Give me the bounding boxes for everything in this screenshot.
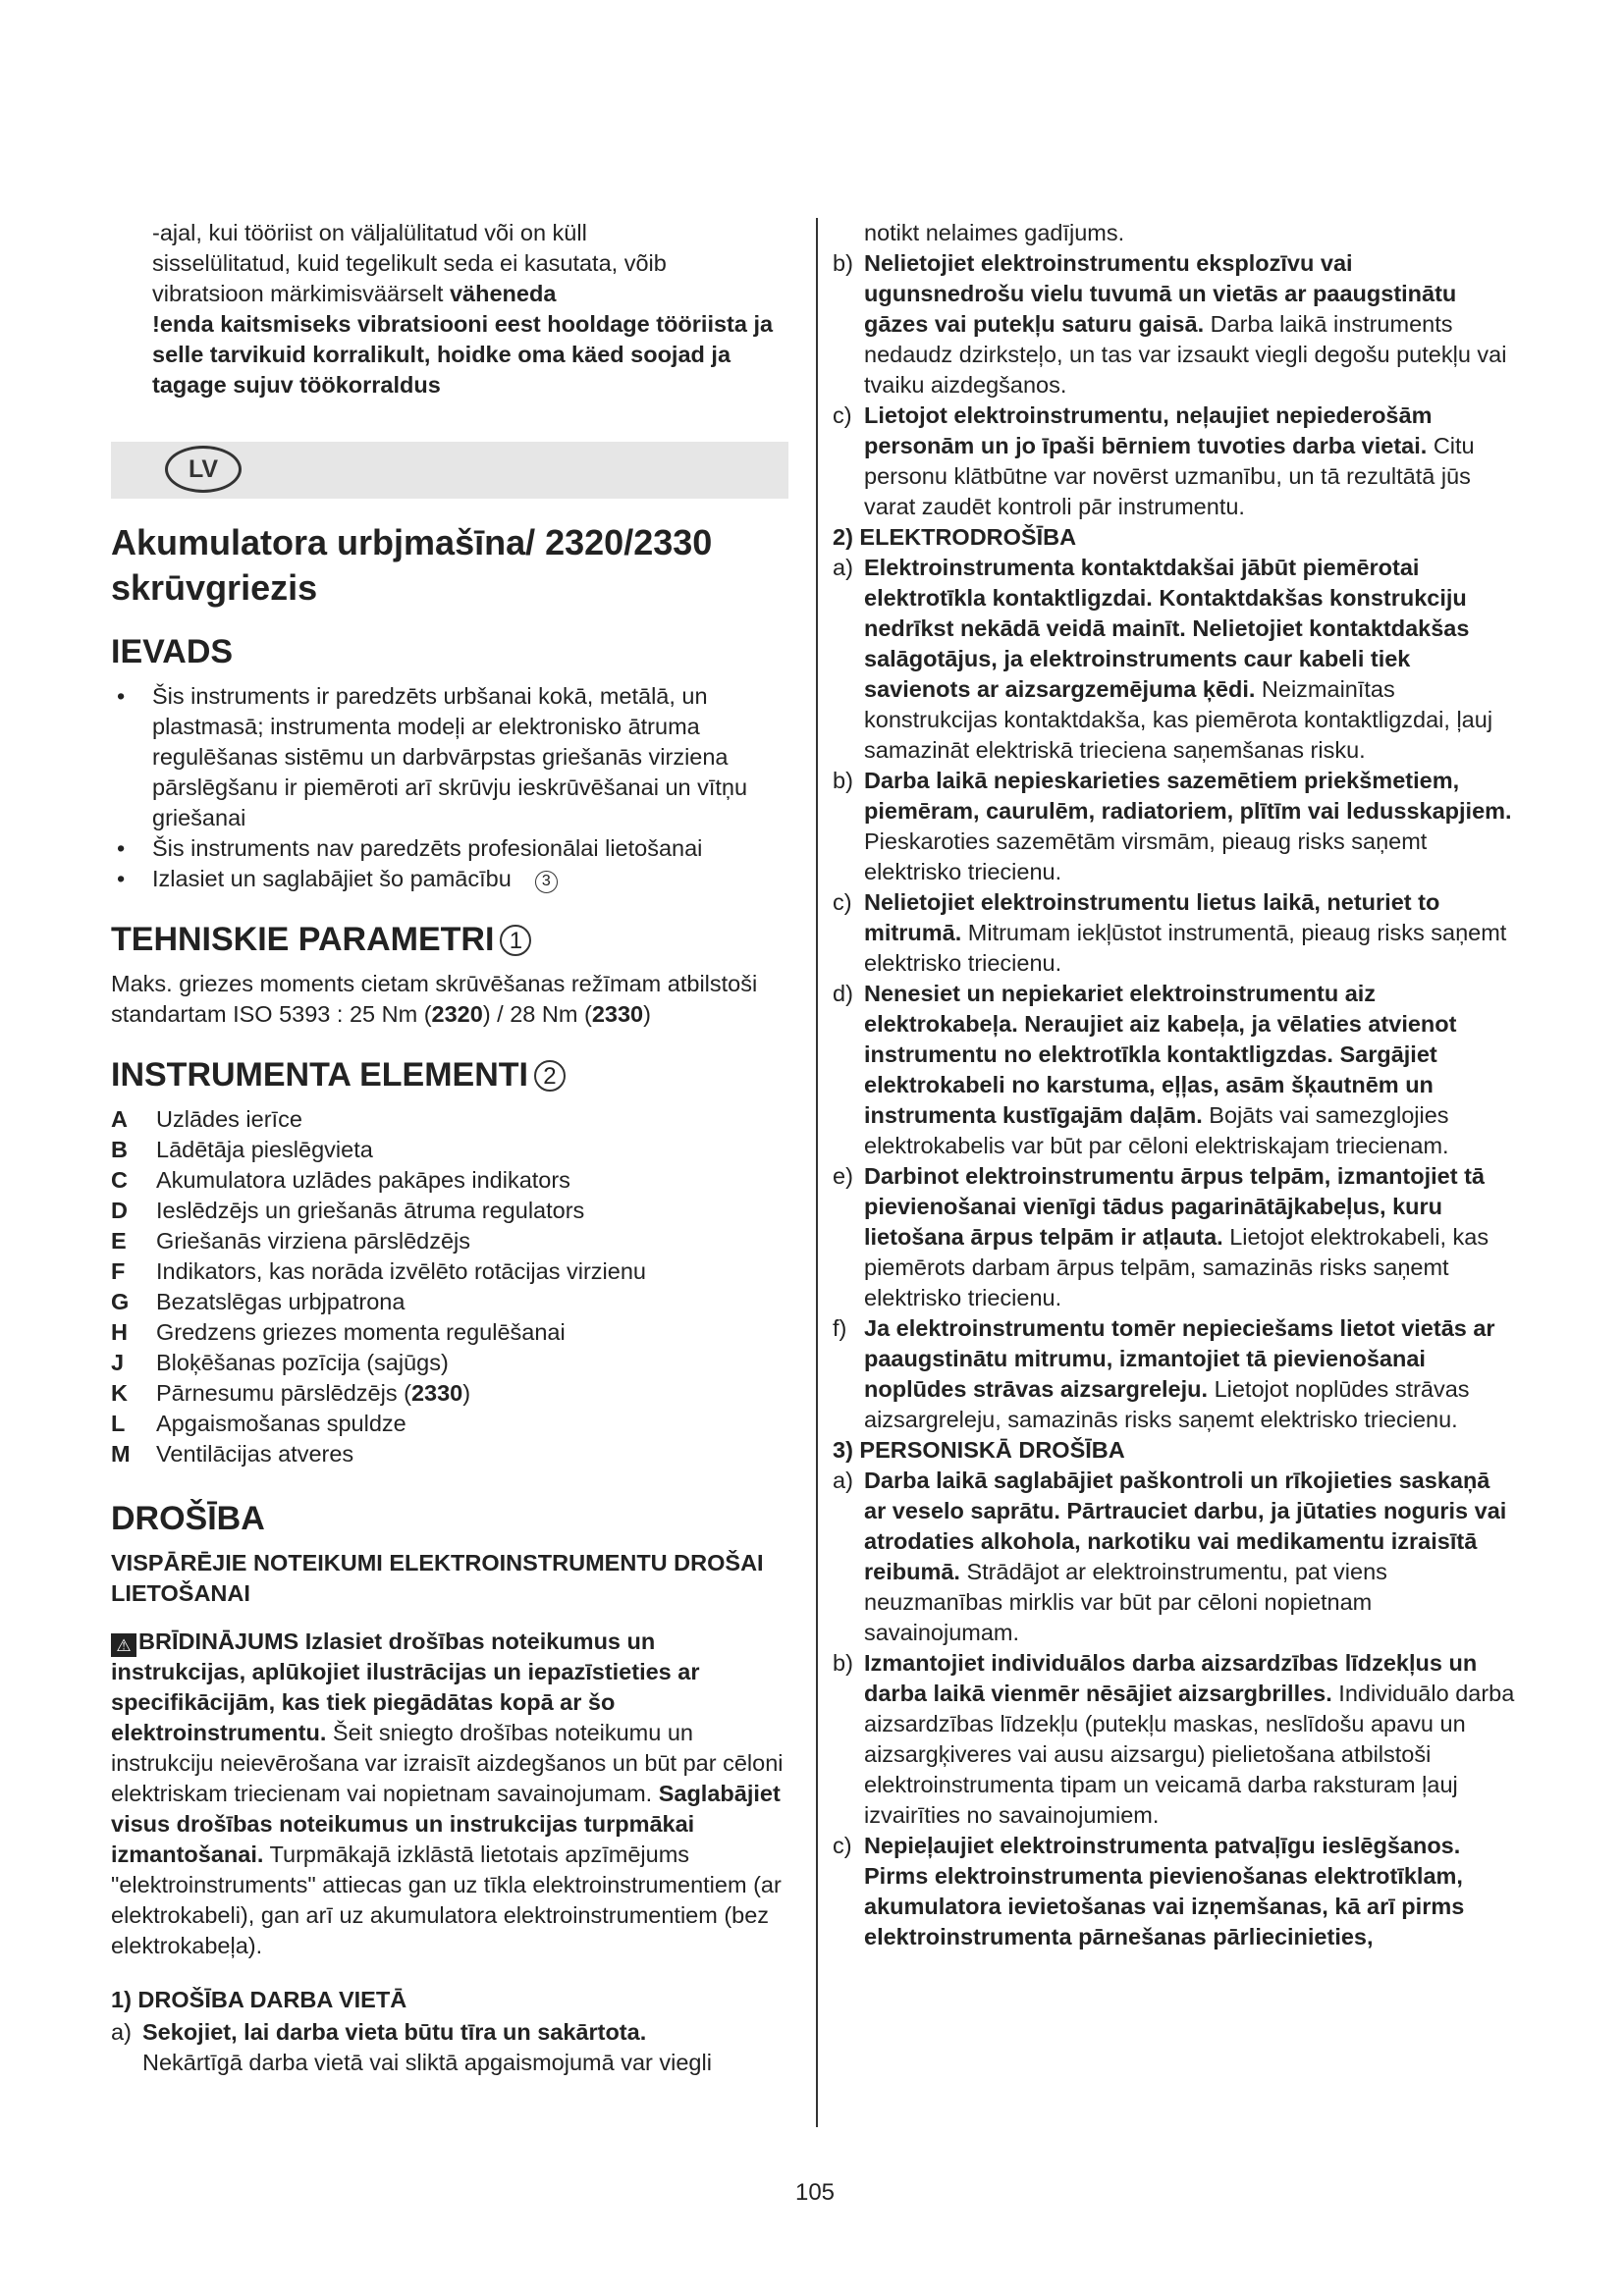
list-item: b) Nelietojiet elektroinstrumentu eksplozīvu vai ugunsnedrošu vielu tuvumā un vietās ar paaugstinātu gāzes vai putekļu saturu gaisā. Darba laikā instruments nedaudz dzirksteļo, un tas var izsaukt viegli degošu putekļu vai tvaiku aizdegšanos. <box>833 250 1507 398</box>
list-item: C Akumulatora uzlādes pakāpes indikators <box>111 1167 570 1193</box>
left-column <box>111 218 788 2078</box>
list-item: c) Lietojot elektroinstrumentu, neļaujiet nepiederošām personām un jo īpaši bērniem tuvoties darba vietai. Citu personu klātbūtne var novērst uzmanību, un tā rezultātā jūs varat zaudēt kontroli pār instrumentu. <box>833 402 1475 519</box>
figure-ref-icon: 3 <box>535 871 558 893</box>
list-item: G Bezatslēgas urbjpatrona <box>111 1289 406 1314</box>
warning-icon: ⚠ <box>111 1633 136 1657</box>
list-item: M Ventilācijas atveres <box>111 1441 354 1467</box>
language-badge: LV <box>165 446 242 493</box>
list-item: E Griešanās virziena pārslēdzējs <box>111 1228 471 1254</box>
list-item: K Pārnesumu pārslēdzējs (2330) <box>111 1380 471 1406</box>
list-item: B Lādētāja pieslēgvieta <box>111 1137 373 1162</box>
list-item: F Indikators, kas norāda izvēlēto rotācijas virzienu <box>111 1258 646 1284</box>
list-item: e) Darbinot elektroinstrumentu ārpus telpām, izmantojiet tā pievienošanai vienīgi tādus pagarinātājkabeļus, kuru lietošana ārpus telpām ir atļauta. Lietojot elektrokabeli, kas piemērots darbam ārpus telpām, samazinās risks saņemt elektrisko triecienu. <box>833 1163 1489 1310</box>
electric-safety-heading: 2) ELEKTRODROŠĪBA <box>833 524 1077 550</box>
elements-list <box>111 1104 788 1469</box>
list-item: b) Izmantojiet individuālos darba aizsardzības līdzekļus un darba laikā vienmēr nēsājiet aizsargbrilles. Individuālo darba aizsardzības līdzekļu (putekļu maskas, neslīdošu apavu un aizsargķiveres vai ausu aizsargu) pielietošana atbilstoši elektroinstrumenta tipam un veicamā darba raksturam ļauj izvairīties no savainojumiem. <box>833 1650 1515 1828</box>
page-number: 105 <box>794 2179 836 2206</box>
list-item: a) Sekojiet, lai darba vieta būtu tīra un sakārtota. Nekārtīgā darba vietā vai sliktā apgaismojumā var viegli <box>111 2019 712 2075</box>
list-item: c) Nelietojiet elektroinstrumentu lietus laikā, neturiet to mitrumā. Mitrumam iekļūstot instrumentā, pieaug risks saņemt elektrisko triecienu. <box>833 889 1507 976</box>
tech-text: Maks. griezes moments cietam skrūvēšanas režīmam atbilstoši standartam ISO 5393 : 25 Nm (2320) / 28 Nm (2330) <box>111 971 758 1027</box>
list-item: • Šis instruments nav paredzēts profesionālai lietošanai <box>117 835 703 861</box>
list-item: a) Darba laikā saglabājiet paškontroli un rīkojieties saskaņā ar veselo saprātu. Pārtrauciet darbu, ja jūtaties noguris vai atrodaties alkohola, narkotiku vai medikamentu izraisītā reibumā. Strādājot ar elektroinstrumentu, pat viens neuzmanības mirklis var būt par cēloni nopietnam savainojumam. <box>833 1468 1507 1645</box>
intro-list <box>111 681 788 894</box>
list-item: J Bloķēšanas pozīcija (sajūgs) <box>111 1350 449 1375</box>
language-band <box>111 442 788 499</box>
list-item: L Apgaismošanas spuldze <box>111 1411 406 1436</box>
list-item: f) Ja elektroinstrumentu tomēr nepieciešams lietot vietās ar paaugstinātu mitrumu, izmantojiet tā pievienošanai noplūdes strāvas aizsargreleju. Lietojot noplūdes strāvas aizsargreleju, samazinās risks saņemt elektrisko triecienu. <box>833 1315 1495 1432</box>
figure-ref-icon: 2 <box>534 1060 566 1092</box>
personal-safety-heading: 3) PERSONISKĀ DROŠĪBA <box>833 1437 1125 1463</box>
warning-paragraph: ⚠ BRĪDINĀJUMS Izlasiet drošības noteikumus un instrukcijas, aplūkojiet ilustrācijas un iepazīstieties ar specifikācijām, kas tiek piegādātas kopā ar šo elektroinstrumentu. Šeit sniegto drošības noteikumu un instrukciju neievērošana var izraisīt aizdegšanos un būt par cēloni elektriskam triecienam vai nopietnam savainojumam. Saglabājiet visus drošības noteikumus un instrukcijas turpmākai izmantošanai. Turpmākajā izklāstā lietotais apzīmējums "elektroinstruments" attiecas gan uz tīkla elektroinstrumentiem (ar elektrokabeli), gan arī uz akumulatora elektroinstrumentiem (bez elektrokabeļa). <box>111 1629 784 1958</box>
continued-text: notikt nelaimes gadījums. <box>864 220 1125 245</box>
tech-heading: TEHNISKIE PARAMETRI 1 <box>111 920 788 959</box>
list-item: b) Darba laikā nepieskarieties sazemētiem priekšmetiem, piemēram, caurulēm, radiatoriem, plītīm vai ledusskapjiem. Pieskaroties sazemētām virsmām, pieaug risks saņemt elektrisko triecienu. <box>833 768 1512 884</box>
right-column <box>833 218 1516 1952</box>
safety-heading: DROŠĪBA <box>111 1500 265 1537</box>
list-item: A Uzlādes ierīce <box>111 1106 302 1132</box>
list-item: • Izlasiet un saglabājiet šo pamācību 3 <box>111 864 788 894</box>
list-item: d) Nenesiet un nepiekariet elektroinstrumentu aiz elektrokabeļa. Neraujiet aiz kabeļa, ja vēlaties atvienot instrumentu no elektrotīkla kontaktligzdas. Sargājiet elektrokabeli no karstuma, eļļas, asām šķautnēm un instrumenta kustīgajām daļām. Bojāts vai samezglojies elektrokabelis var būt par cēloni elektriskajam triecienam. <box>833 981 1457 1158</box>
continued-text: -ajal, kui tööriist on väljalülitatud või on küll sisselülitatud, kuid tegelikult seda ei kasutata, võib vibratsioon märkimisväärselt väheneda !enda kaitsmiseks vibratsiooni eest hooldage tööriista ja selle tarvikuid korralikult, hoidke oma käed soojad ja tagage sujuv töökorraldus <box>152 220 774 398</box>
list-item: D Ieslēdzējs un griešanās ātruma regulators <box>111 1198 585 1223</box>
list-item: c) Nepieļaujiet elektroinstrumenta patvaļīgu ieslēgšanos. Pirms elektroinstrumenta pievienošanas elektrotīklam, akumulatora ievietošanas vai izņemšanas, kā arī pirms elektroinstrumenta pārnešanas pārliecinieties, <box>833 1833 1465 1949</box>
document-title: Akumulatora urbjmašīna/ 2320/2330 skrūvgriezis <box>111 522 713 608</box>
list-item: a) Elektroinstrumenta kontaktdakšai jābūt piemērotai elektrotīkla kontaktligzdai. Kontaktdakšas konstrukciju nedrīkst nekādā veidā mainīt. Nelietojiet kontaktdakšas salāgotājus, ja elektroinstruments caur kabeli tiek savienots ar aizsargzemējuma ķēdi. Neizmainītas konstrukcijas kontaktdakša, kas piemērota kontaktligzdai, ļauj samazināt elektriskā trieciena saņemšanas risku. <box>833 555 1493 763</box>
work-area-heading: 1) DROŠĪBA DARBA VIETĀ <box>111 1987 407 2012</box>
list-item: • Šis instruments ir paredzēts urbšanai kokā, metālā, un plastmasā; instrumenta modeļi ar elektronisko ātruma regulēšanas sistēmu un darbvārpstas griešanās virziena pārslēgšanu ir piemēroti arī skrūvju ieskrūvēšanai un vītņu griešanai <box>117 683 748 830</box>
elements-heading: INSTRUMENTA ELEMENTI 2 <box>111 1055 788 1095</box>
figure-ref-icon: 1 <box>500 925 531 956</box>
column-divider <box>816 218 818 2127</box>
safety-subheading: VISPĀRĒJIE NOTEIKUMI ELEKTROINSTRUMENTU DROŠAI LIETOŠANAI <box>111 1550 764 1606</box>
list-item: H Gredzens griezes momenta regulēšanai <box>111 1319 566 1345</box>
intro-heading: IEVADS <box>111 633 234 670</box>
